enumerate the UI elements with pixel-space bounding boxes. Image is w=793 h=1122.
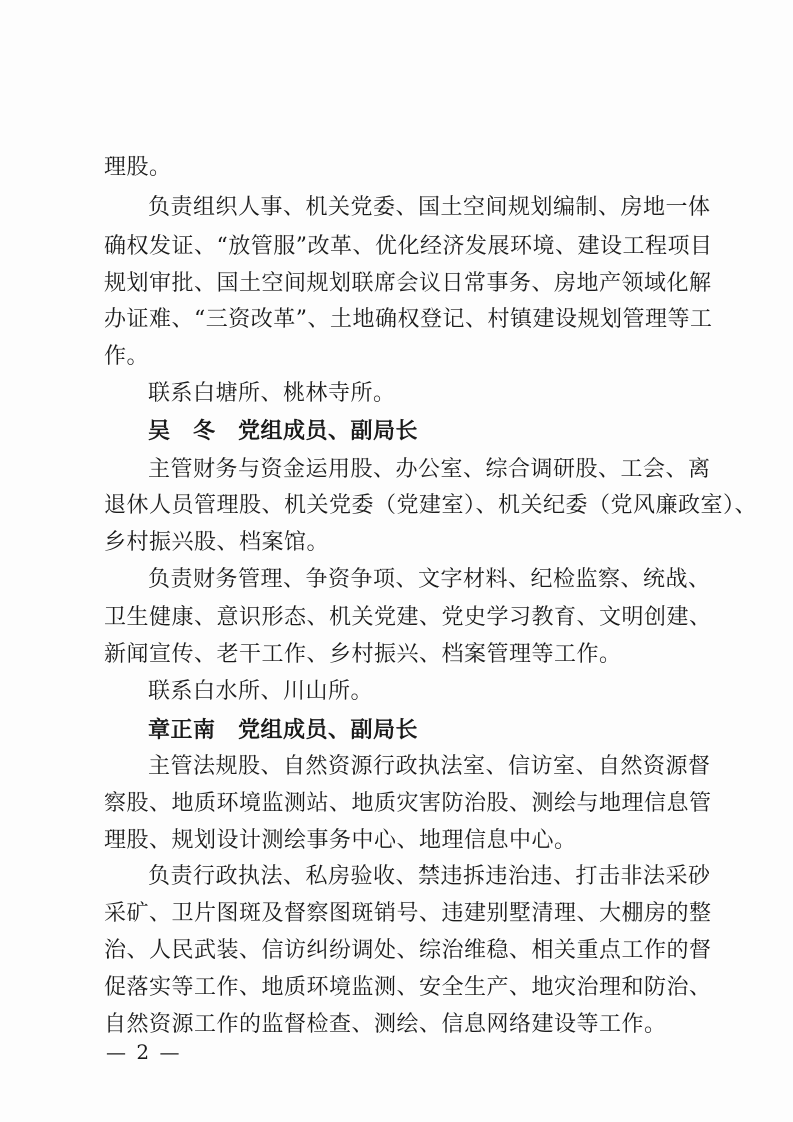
- text-line: 采矿、卫片图斑及督察图斑销号、违建别墅清理、大棚房的整: [104, 901, 712, 926]
- text-line: 自然资源工作的监督检查、测绘、信息网络建设等工作。: [104, 1012, 667, 1037]
- text-line: 促落实等工作、地质环境监测、安全生产、地灾治理和防治、: [104, 975, 712, 1000]
- page-number: — 2 —: [106, 1040, 182, 1064]
- text-line: 确权发证、“放管服”改革、优化经济发展环境、建设工程项目: [104, 234, 713, 259]
- text-line: 负责财务管理、争资争项、文字材料、纪检监察、统战、: [148, 567, 711, 592]
- text-line: 负责行政执法、私房验收、禁违拆违治违、打击非法采砂: [148, 864, 711, 889]
- text-line: 治、人民武装、信访纠纷调处、综治维稳、相关重点工作的督: [104, 938, 712, 963]
- text-line: 主管财务与资金运用股、办公室、综合调研股、工会、离: [148, 457, 711, 482]
- text-line: 察股、地质环境监测站、地质灾害防治股、测绘与地理信息管: [104, 791, 712, 816]
- text-line: 规划审批、国土空间规划联席会议日常事务、房地产领域化解: [104, 271, 712, 296]
- leader-heading: 章正南 党组成员、副局长: [148, 717, 419, 743]
- text-line: 联系白塘所、桃林寺所。: [148, 381, 396, 406]
- text-line: 退休人员管理股、机关党委（党建室）、机关纪委（党风廉政室）、: [104, 493, 758, 518]
- leader-heading: 吴 冬 党组成员、副局长: [148, 418, 419, 444]
- text-line: 乡村振兴股、档案馆。: [104, 530, 330, 555]
- text-line: 作。: [104, 344, 150, 369]
- text-line: 新闻宣传、老干工作、乡村振兴、档案管理等工作。: [104, 642, 622, 667]
- text-line: 办证难、“三资改革”、土地确权登记、村镇建设规划管理等工: [104, 307, 713, 332]
- text-line: 理股、规划设计测绘事务中心、地理信息中心。: [104, 828, 577, 853]
- text-line: 理股。: [104, 155, 172, 180]
- text-line: 负责组织人事、机关党委、国土空间规划编制、房地一体: [148, 195, 711, 220]
- text-line: 主管法规股、自然资源行政执法室、信访室、自然资源督: [148, 754, 711, 779]
- text-line: 卫生健康、意识形态、机关党建、党史学习教育、文明创建、: [104, 605, 712, 630]
- text-line: 联系白水所、川山所。: [148, 679, 374, 704]
